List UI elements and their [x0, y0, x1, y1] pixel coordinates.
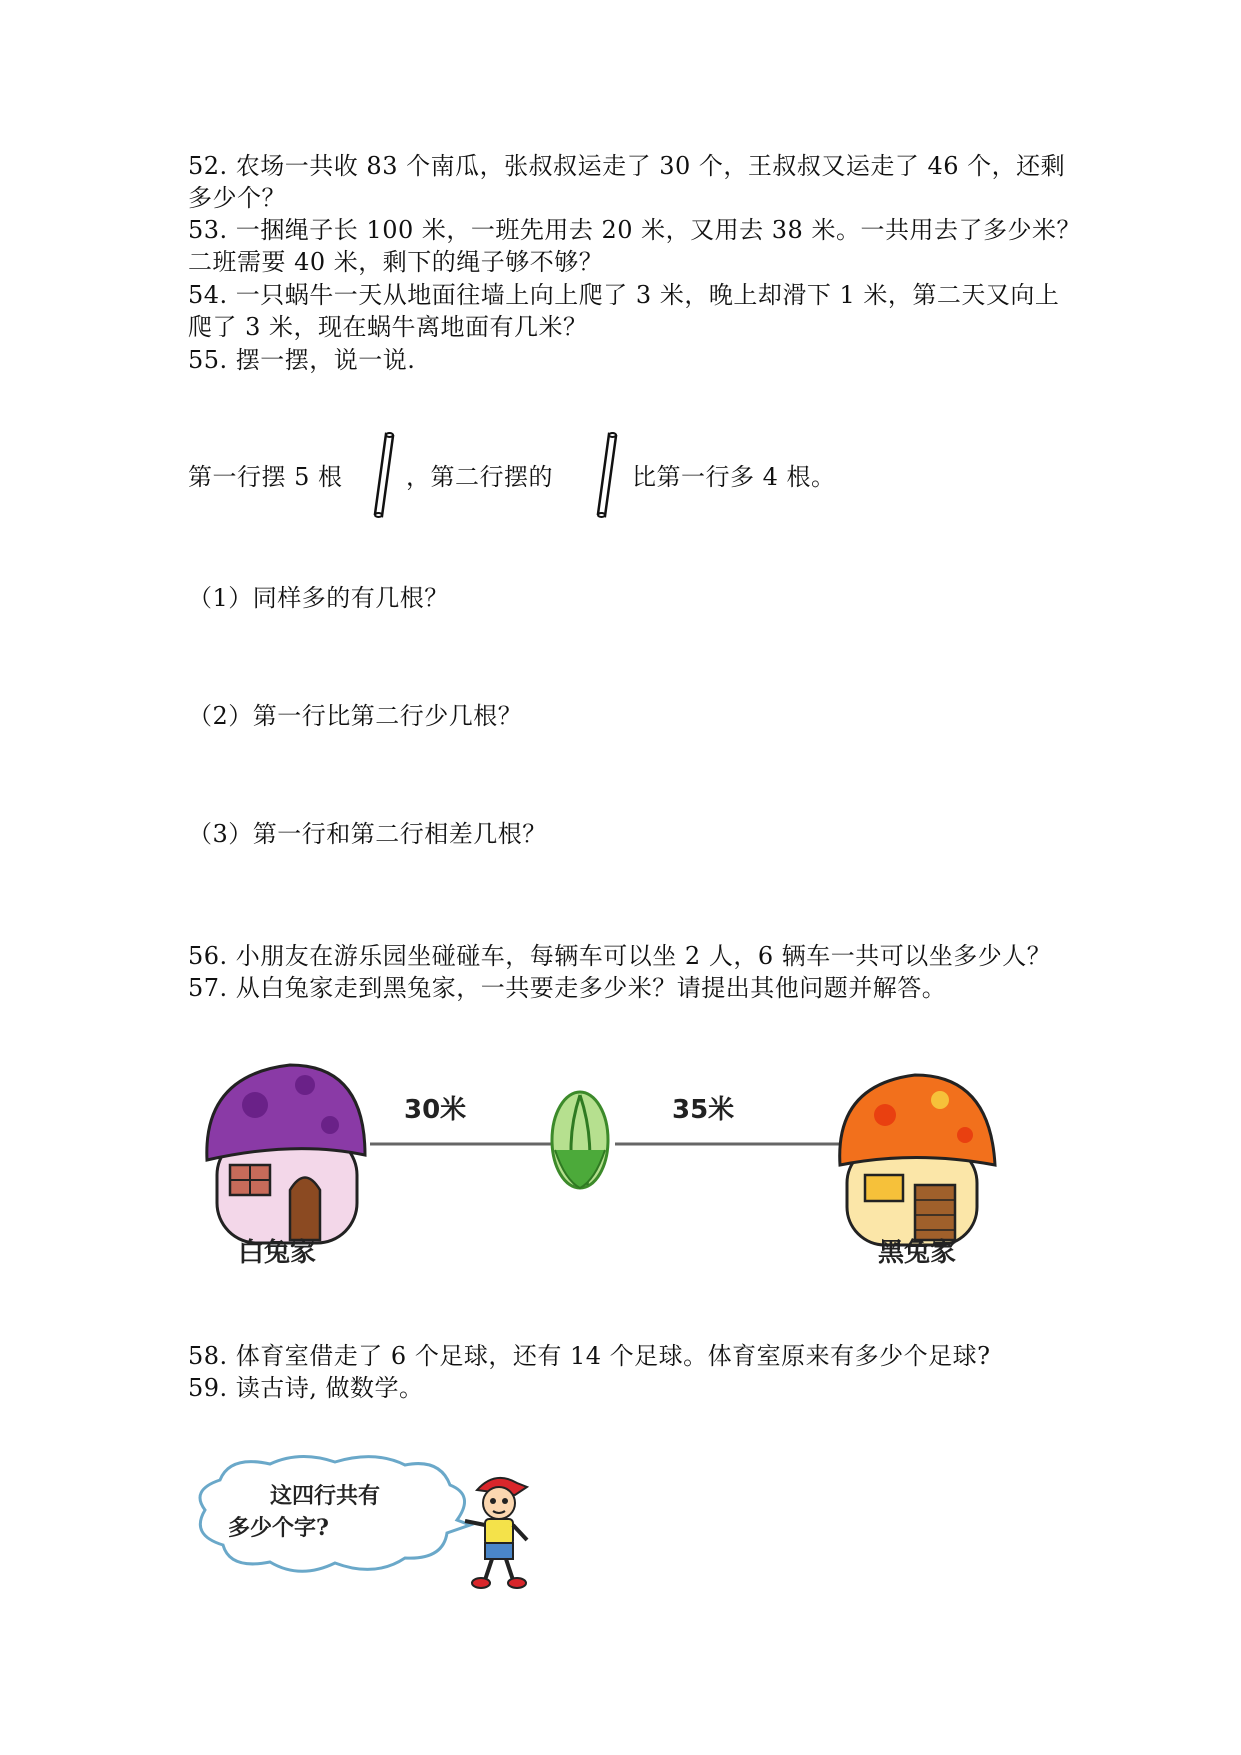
black-rabbit-house-icon [840, 1075, 995, 1245]
distance-left-label: 30米 [404, 1095, 467, 1125]
q55-sub3: （3）第一行和第二行相差几根？ [188, 820, 547, 848]
q58: 58. 体育室借走了 6 个足球，还有 14 个足球。体育室原来有多少个足球? [188, 1342, 991, 1370]
q59: 59. 读古诗, 做数学。 [188, 1374, 424, 1402]
q55-stick-text-c: 比第一行多 4 根。 [632, 463, 836, 491]
q52-line2: 多少个？ [188, 184, 286, 212]
q55-sub1: （1）同样多的有几根？ [188, 584, 449, 612]
bubble-line2: 多少个字? [228, 1515, 329, 1541]
white-rabbit-house-icon [207, 1065, 365, 1243]
boy-icon [455, 1465, 555, 1595]
q54-line1: 54. 一只蜗牛一天从地面往墙上向上爬了 3 米，晚上却滑下 1 米，第二天又向上 [188, 281, 1060, 309]
q57: 57. 从白兔家走到黑兔家，一共要走多少米？请提出其他问题并解答。 [188, 974, 947, 1002]
white-rabbit-home-label: 白兔家 [238, 1238, 317, 1268]
q55-sub2: （2）第一行比第二行少几根？ [188, 702, 523, 730]
q54-line2: 爬了 3 米，现在蜗牛离地面有几米？ [188, 313, 588, 341]
bubble-line1: 这四行共有 [270, 1483, 381, 1509]
q56: 56. 小朋友在游乐园坐碰碰车，每辆车可以坐 2 人，6 辆车一共可以坐多少人？ [188, 942, 1052, 970]
q53-line1: 53. 一捆绳子长 100 米，一班先用去 20 米，又用去 38 米。一共用去了多少米？ [188, 216, 1081, 244]
stick-icon [362, 430, 402, 525]
distance-right-label: 35米 [672, 1095, 735, 1125]
black-rabbit-home-label: 黑兔家 [878, 1238, 957, 1268]
q52-line1: 52. 农场一共收 83 个南瓜，张叔叔运走了 30 个，王叔叔又运走了 46 个，还剩 [188, 152, 1066, 180]
q53-line2: 二班需要 40 米，剩下的绳子够不够？ [188, 248, 604, 276]
q55-stick-text-a: 第一行摆 5 根 [188, 463, 343, 491]
q55-title: 55. 摆一摆，说一说. [188, 346, 416, 374]
stick-icon [585, 430, 625, 525]
q55-stick-text-b: ，第二行摆的 [406, 463, 553, 491]
cabbage-icon [552, 1092, 608, 1188]
